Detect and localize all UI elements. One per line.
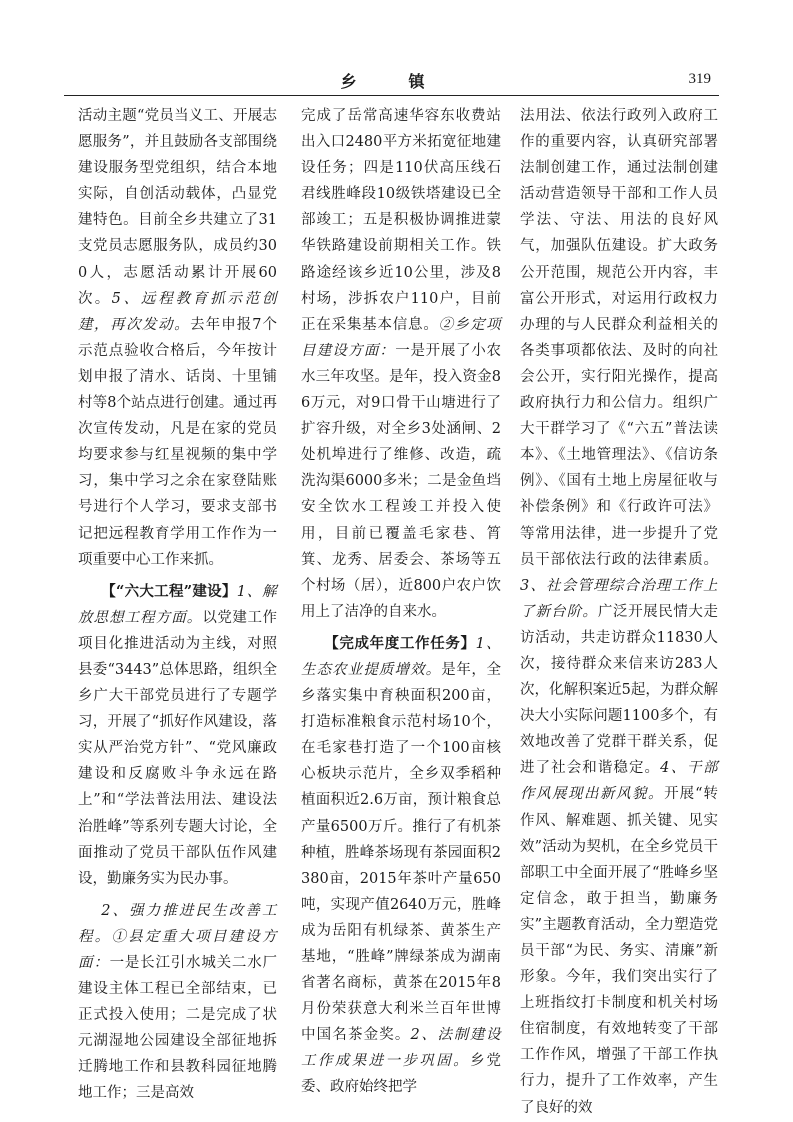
subheading: 2、法制建设工作成果进一步巩固。 (301, 1027, 501, 1070)
body-text: 去年申报7个示范点验收合格后，今年按计划申报了清水、话岗、十里铺村等8个站点进行创建。通过再次宣传发动，凡是在家的党员均要求参与红星视频的集中学习，集中学习之余在家登陆账号进行个人学习，要求支部书记把远程教育学用工作作为一项重要中心工作来抓。 (78, 316, 277, 568)
section-heading: 【完成年度工作任务】 (324, 634, 476, 652)
body-text: 是年，全乡落实集中育秧面积200亩，打造标准粮食示范村场10个，在毛家巷打造了一个100亩核心板块示范片，全乡双季稻种植面积近2.6万亩，预计粮食总产量6500万斤。推行了有机茶种植，胜峰茶场现有茶园面积2380亩，2015年茶叶产量650吨，实现产值2640万元，胜峰成为岳阳有机绿茶、黄茶生产基地，“胜峰”牌绿茶成为湖南省著名商标，黄茶在2015年8月份荣获意大利米兰百年世博中国名茶金奖。 (301, 661, 501, 1044)
subheading: 2、强力推进民生改善工程。①县定重大项目建设方面： (78, 902, 277, 971)
text-column-1 (78, 103, 277, 1107)
page-number: 319 (688, 71, 711, 87)
section-heading: 【“六大工程”建设】 (101, 582, 237, 600)
paragraph (520, 103, 718, 1121)
subheading: ②乡定项目建设方面： (301, 316, 501, 359)
subheading: 1、生态农业提质增效。 (301, 635, 501, 678)
paragraph (78, 103, 277, 573)
body-text: 法用法、依法行政列入政府工作的重要内容，认真研究部署法制创建工作，通过法制创建活动营造领导干部和工作人员学法、守法、用法的良好风气，加强队伍建设。扩大政务公开范围，规范公开内容，丰富公开形式，对运用行政权力办理的与人民群众利益相关的各类事项都依法、及时的向社会公开，实行阳光操作，提高政府执行力和公信力。组织广大干群学习了《“六五”普法读本》、《土地管理法》、《信访条例》、《国有土地上房屋征收与补偿条例》和《行政许可法》等常用法律，进一步提升了党员干部依法行政的法律素质。 (520, 108, 718, 568)
subheading: 5、远程教育抓示范创建，再次发动。 (78, 290, 277, 333)
text-column-2 (301, 103, 501, 1101)
body-text: 完成了岳常高速华容东收费站出入口2480平方米拓宽征地建设任务；四是110伏高压线石君线胜峰段10级铁塔建设已全部竣工；五是积极协调推进蒙华铁路建设前期相关工作。铁路途经该乡近10公里，涉及8村场，涉拆农户110户，目前正在采集基本信息。 (301, 108, 501, 333)
paragraph (301, 103, 501, 625)
subheading: 4、干部作风展现出新风貌。 (520, 760, 718, 803)
paragraph (78, 898, 277, 1107)
text-column-3 (520, 103, 718, 1121)
header-rule (64, 95, 719, 96)
subheading: 1、解放思想工程方面。 (78, 583, 277, 626)
running-title: 乡 镇 (340, 72, 443, 91)
page-header (64, 69, 719, 95)
body-text: 一是开展了小农水三年攻坚。是年，投入资金86万元，对9口骨干山塘进行了扩容升级，对全乡3处涵闸、2处机埠进行了维修、改造，疏洗沟渠6000多米；二是金鱼垱安全饮水工程竣工并投入使用，目前已覆盖毛家巷、筲箕、龙秀、居委会、茶场等五个村场（居），近800户农户饮用上了洁净的自来水。 (301, 342, 501, 620)
body-text: 以党建工作项目化推进活动为主线，对照县委“3443”总体思路，组织全乡广大干部党员进行了专题学习，开展了“抓好作风建设，落实从严治党方针”、“党风廉政建设和反腐败斗争永远在路上”和“学法普法用法、建设法治胜峰”等系列专题大讨论，全面推动了党员干部队伍作风建设，勤廉务实为民办事。 (78, 609, 278, 887)
body-text: 活动主题“党员当义工、开展志愿服务”，并且鼓励各支部围绕建设服务型党组织，结合本地实际，自创活动载体，凸显党建特色。目前全乡共建立了31支党员志愿服务队，成员约300人，志愿活动累计开展60次。 (78, 108, 277, 307)
body-text: 一是长江引水城关二水厂建设主体工程已全部结束，已正式投入使用；二是完成了状元湖湿地公园建设全部征地拆迁腾地工作和县教科园征地腾地工作；三是高效 (78, 955, 278, 1102)
paragraph (301, 631, 501, 1101)
body-text: 乡党委、政府始终把学 (301, 1053, 502, 1096)
paragraph (78, 579, 277, 892)
subheading: 3、社会管理综合治理工作上了新台阶。 (520, 577, 718, 620)
body-text: 广泛开展民情大走访活动，共走访群众11830人次，接待群众来信来访283人次，化解积案近5起，为群众解决大小实际问题1100多个，有效地改善了党群干群关系，促进了社会和谐稳定。 (520, 603, 719, 777)
body-text: 开展“转作风、解难题、抓关键、见实效”活动为契机，在全乡党员干部职工中全面开展了“胜峰乡坚定信念，敢于担当，勤廉务实”主题教育活动，全力塑造党员干部“为民、务实、清廉”新形象。今年，我们突出实行了上班指纹打卡制度和机关村场住宿制度，有效地转变了干部工作作风，增强了干部工作执行力，提升了工作效率，产生了良好的效 (520, 786, 718, 1116)
